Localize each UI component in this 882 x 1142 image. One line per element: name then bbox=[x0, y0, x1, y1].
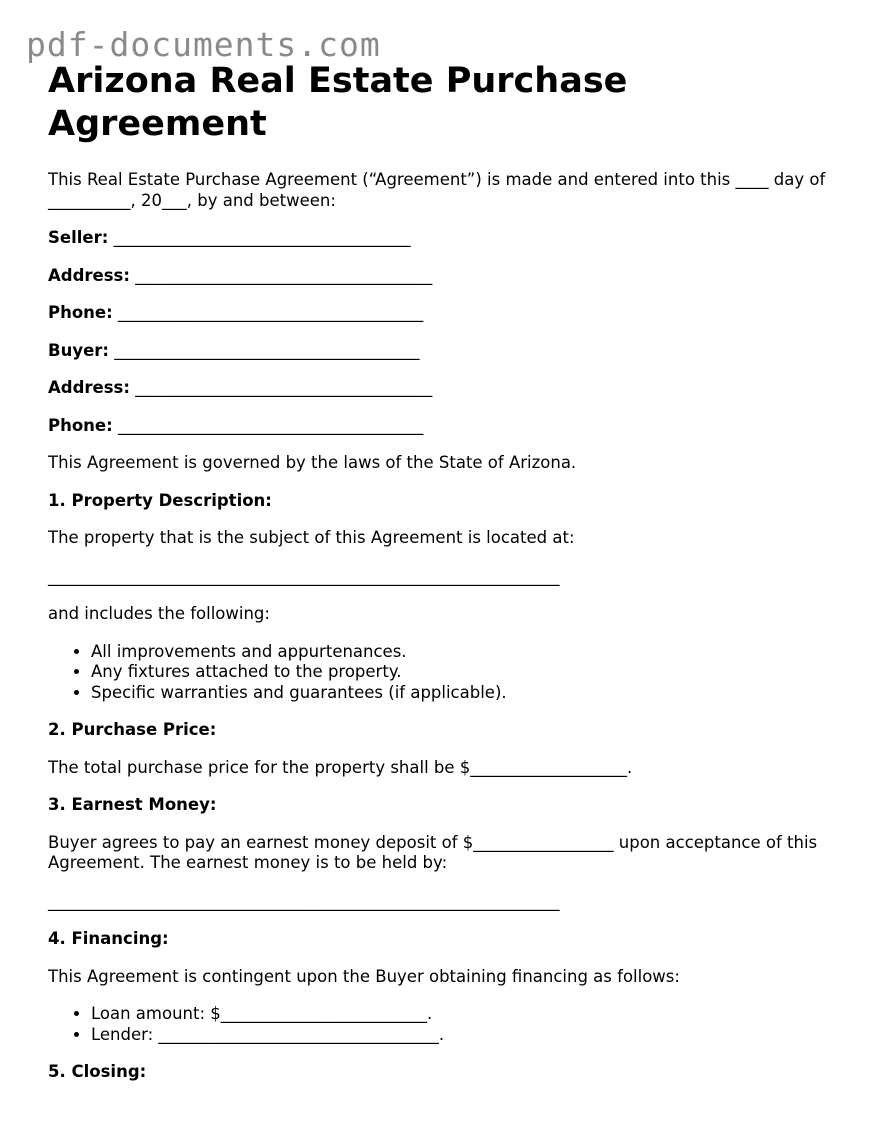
section-5-heading: 5. Closing: bbox=[48, 1062, 147, 1081]
earnest-money-holder-blank: ______________________________________________________________ bbox=[48, 891, 560, 911]
section-1-text: The property that is the subject of this Agreement is located at: bbox=[48, 528, 575, 547]
seller-field bbox=[48, 228, 848, 249]
section-4-text: This Agreement is contingent upon the Buyer obtaining financing as follows: bbox=[48, 966, 680, 986]
section-1-includes: and includes the following: bbox=[48, 604, 270, 623]
list-item: • Specific warranties and guarantees (if applicable). bbox=[91, 683, 848, 704]
document-title: Arizona Real Estate Purchase Agreement bbox=[48, 61, 628, 144]
seller-phone-field bbox=[48, 303, 848, 324]
buyer-address-field bbox=[48, 378, 848, 399]
buyer-phone-field bbox=[48, 416, 848, 437]
section-4-heading: 4. Financing: bbox=[48, 929, 169, 948]
governing-law-paragraph: This Agreement is governed by the laws of the State of Arizona. bbox=[48, 453, 577, 472]
section-2-heading: 2. Purchase Price: bbox=[48, 720, 217, 739]
seller-address-field bbox=[48, 266, 848, 287]
seller-address-blank: ____________________________________ bbox=[135, 265, 433, 285]
parties-block bbox=[48, 228, 848, 436]
list-item: • Any fixtures attached to the property. bbox=[91, 662, 848, 683]
property-location-blank: ______________________________________________________________ bbox=[48, 566, 560, 586]
buyer-label: Buyer: bbox=[48, 340, 110, 360]
buyer-phone-label: Phone: bbox=[48, 415, 113, 435]
section-1-heading: 1. Property Description: bbox=[48, 490, 272, 510]
seller-blank: ____________________________________ bbox=[113, 228, 411, 247]
seller-label: Seller: bbox=[48, 228, 109, 247]
document-body bbox=[48, 60, 848, 1100]
seller-phone-label: Phone: bbox=[48, 303, 113, 322]
section-2-text: The total purchase price for the property shall be $___________________. bbox=[48, 757, 633, 777]
buyer-field bbox=[48, 341, 848, 362]
buyer-phone-blank: _____________________________________ bbox=[117, 415, 424, 435]
buyer-blank: _____________________________________ bbox=[114, 340, 420, 360]
section-3-heading: 3. Earnest Money: bbox=[48, 795, 217, 814]
seller-phone-blank: _____________________________________ bbox=[117, 303, 424, 322]
seller-address-label: Address: bbox=[48, 265, 130, 285]
watermark: pdf-documents.com bbox=[26, 25, 381, 64]
buyer-address-label: Address: bbox=[48, 378, 130, 397]
list-item: • Loan amount: $_________________________. bbox=[91, 1004, 848, 1025]
intro-paragraph: This Real Estate Purchase Agreement (“Agreement”) is made and entered into this ____ day of __________, 20___, by and between: bbox=[48, 170, 831, 210]
list-item: • Lender: __________________________________. bbox=[91, 1025, 848, 1046]
financing-list bbox=[48, 1004, 848, 1045]
section-3-text: Buyer agrees to pay an earnest money deposit of $_________________ upon acceptance of this Agreement. The earnest money is to be held by: bbox=[48, 832, 823, 872]
list-item: • All improvements and appurtenances. bbox=[91, 642, 848, 663]
property-includes-list bbox=[48, 642, 848, 704]
buyer-address-blank: ____________________________________ bbox=[135, 378, 433, 397]
